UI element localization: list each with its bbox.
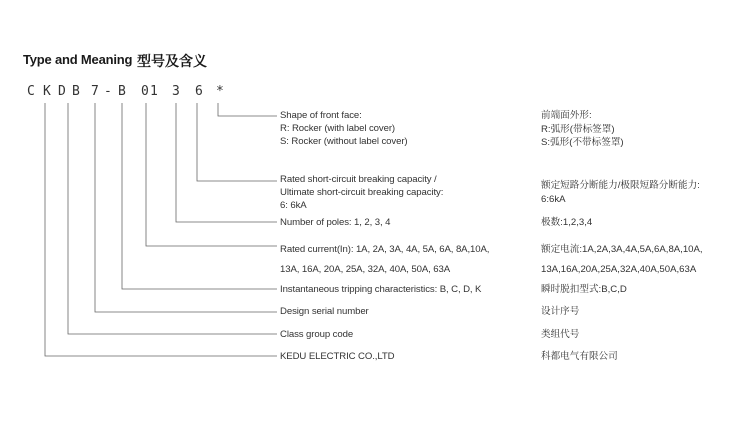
text-line: Design serial number (280, 306, 369, 317)
text-line: Instantaneous tripping characteristics: B, C, D, K (280, 284, 482, 295)
text-line: Number of poles: 1, 2, 3, 4 (280, 217, 391, 228)
leader-front-face (218, 103, 277, 116)
text-line: Rated current(In): 1A, 2A, 3A, 4A, 5A, 6A, 8A,10A, (280, 244, 490, 255)
code-char: B (72, 84, 80, 99)
row-breaking-capacity-en (280, 173, 443, 212)
text-line: 6:6kA (541, 193, 566, 205)
heading-en: Type and Meaning (23, 52, 133, 67)
code-char: - (104, 84, 112, 99)
row-front-face-cn (541, 109, 624, 150)
code-char: 1 (150, 84, 158, 99)
text-line: 13A,16A,20A,25A,32A,40A,50A,63A (541, 264, 697, 275)
text-line: Shape of front face: (280, 110, 362, 121)
text-line: 额定短路分断能力/极限短路分断能力: (541, 180, 700, 191)
text-line: S:弧形(不带标签罩) (541, 137, 624, 148)
code-char: 7 (91, 84, 99, 99)
text-line: Rated short-circuit breaking capacity / (280, 174, 437, 185)
leader-company (45, 103, 277, 356)
leader-poles (176, 103, 277, 222)
text-line: 设计序号 (541, 306, 580, 317)
text-line: 额定电流:1A,2A,3A,4A,5A,6A,8A,10A, (541, 244, 703, 255)
code-char: C (27, 84, 35, 99)
leader-class-group (68, 103, 277, 334)
row-company-en (280, 350, 394, 363)
row-poles-cn (541, 216, 592, 230)
text-line: 类组代号 (541, 329, 580, 340)
code-char: B (118, 84, 126, 99)
text-line: 极数:1,2,3,4 (541, 217, 593, 228)
row-breaking-capacity-cn (541, 179, 700, 206)
row-tripping-cn (541, 283, 627, 297)
text-line: S: Rocker (without label cover) (280, 136, 408, 147)
row-rated-current-cn (541, 240, 703, 280)
heading-cn: 型号及含义 (137, 53, 207, 69)
code-char: * (216, 84, 224, 99)
text-line: R:弧形(带标签罩) (541, 123, 615, 135)
text-line: Class group code (280, 329, 354, 340)
leader-tripping (122, 103, 277, 289)
row-poles-en (280, 216, 390, 229)
row-rated-current-en (280, 240, 489, 280)
text-line: Ultimate short-circuit breaking capacity: (280, 187, 444, 198)
text-line: 前端面外形: (541, 110, 592, 121)
leader-breaking-capacity (197, 103, 277, 181)
row-design-serial-cn (541, 305, 579, 319)
code-char: 6 (195, 84, 203, 99)
code-char: K (43, 84, 51, 99)
text-line: 13A, 16A, 20A, 25A, 32A, 40A, 50A, 63A (280, 264, 451, 275)
row-class-group-en (280, 328, 353, 341)
row-tripping-en (280, 283, 481, 296)
code-char: 0 (141, 84, 149, 99)
row-class-group-cn (541, 328, 579, 342)
text-line: KEDU ELECTRIC CO.,LTD (280, 351, 395, 362)
leader-rated-current (146, 103, 277, 246)
text-line: 科都电气有限公司 (541, 351, 618, 362)
text-line: 6: 6kA (280, 200, 307, 211)
code-char: D (58, 84, 66, 99)
row-front-face-en (280, 109, 408, 148)
code-char: 3 (172, 84, 180, 99)
text-line: 瞬时脱扣型式:B,C,D (541, 284, 627, 295)
row-company-cn (541, 350, 618, 364)
text-line: R: Rocker (with label cover) (280, 123, 396, 134)
row-design-serial-en (280, 305, 369, 318)
